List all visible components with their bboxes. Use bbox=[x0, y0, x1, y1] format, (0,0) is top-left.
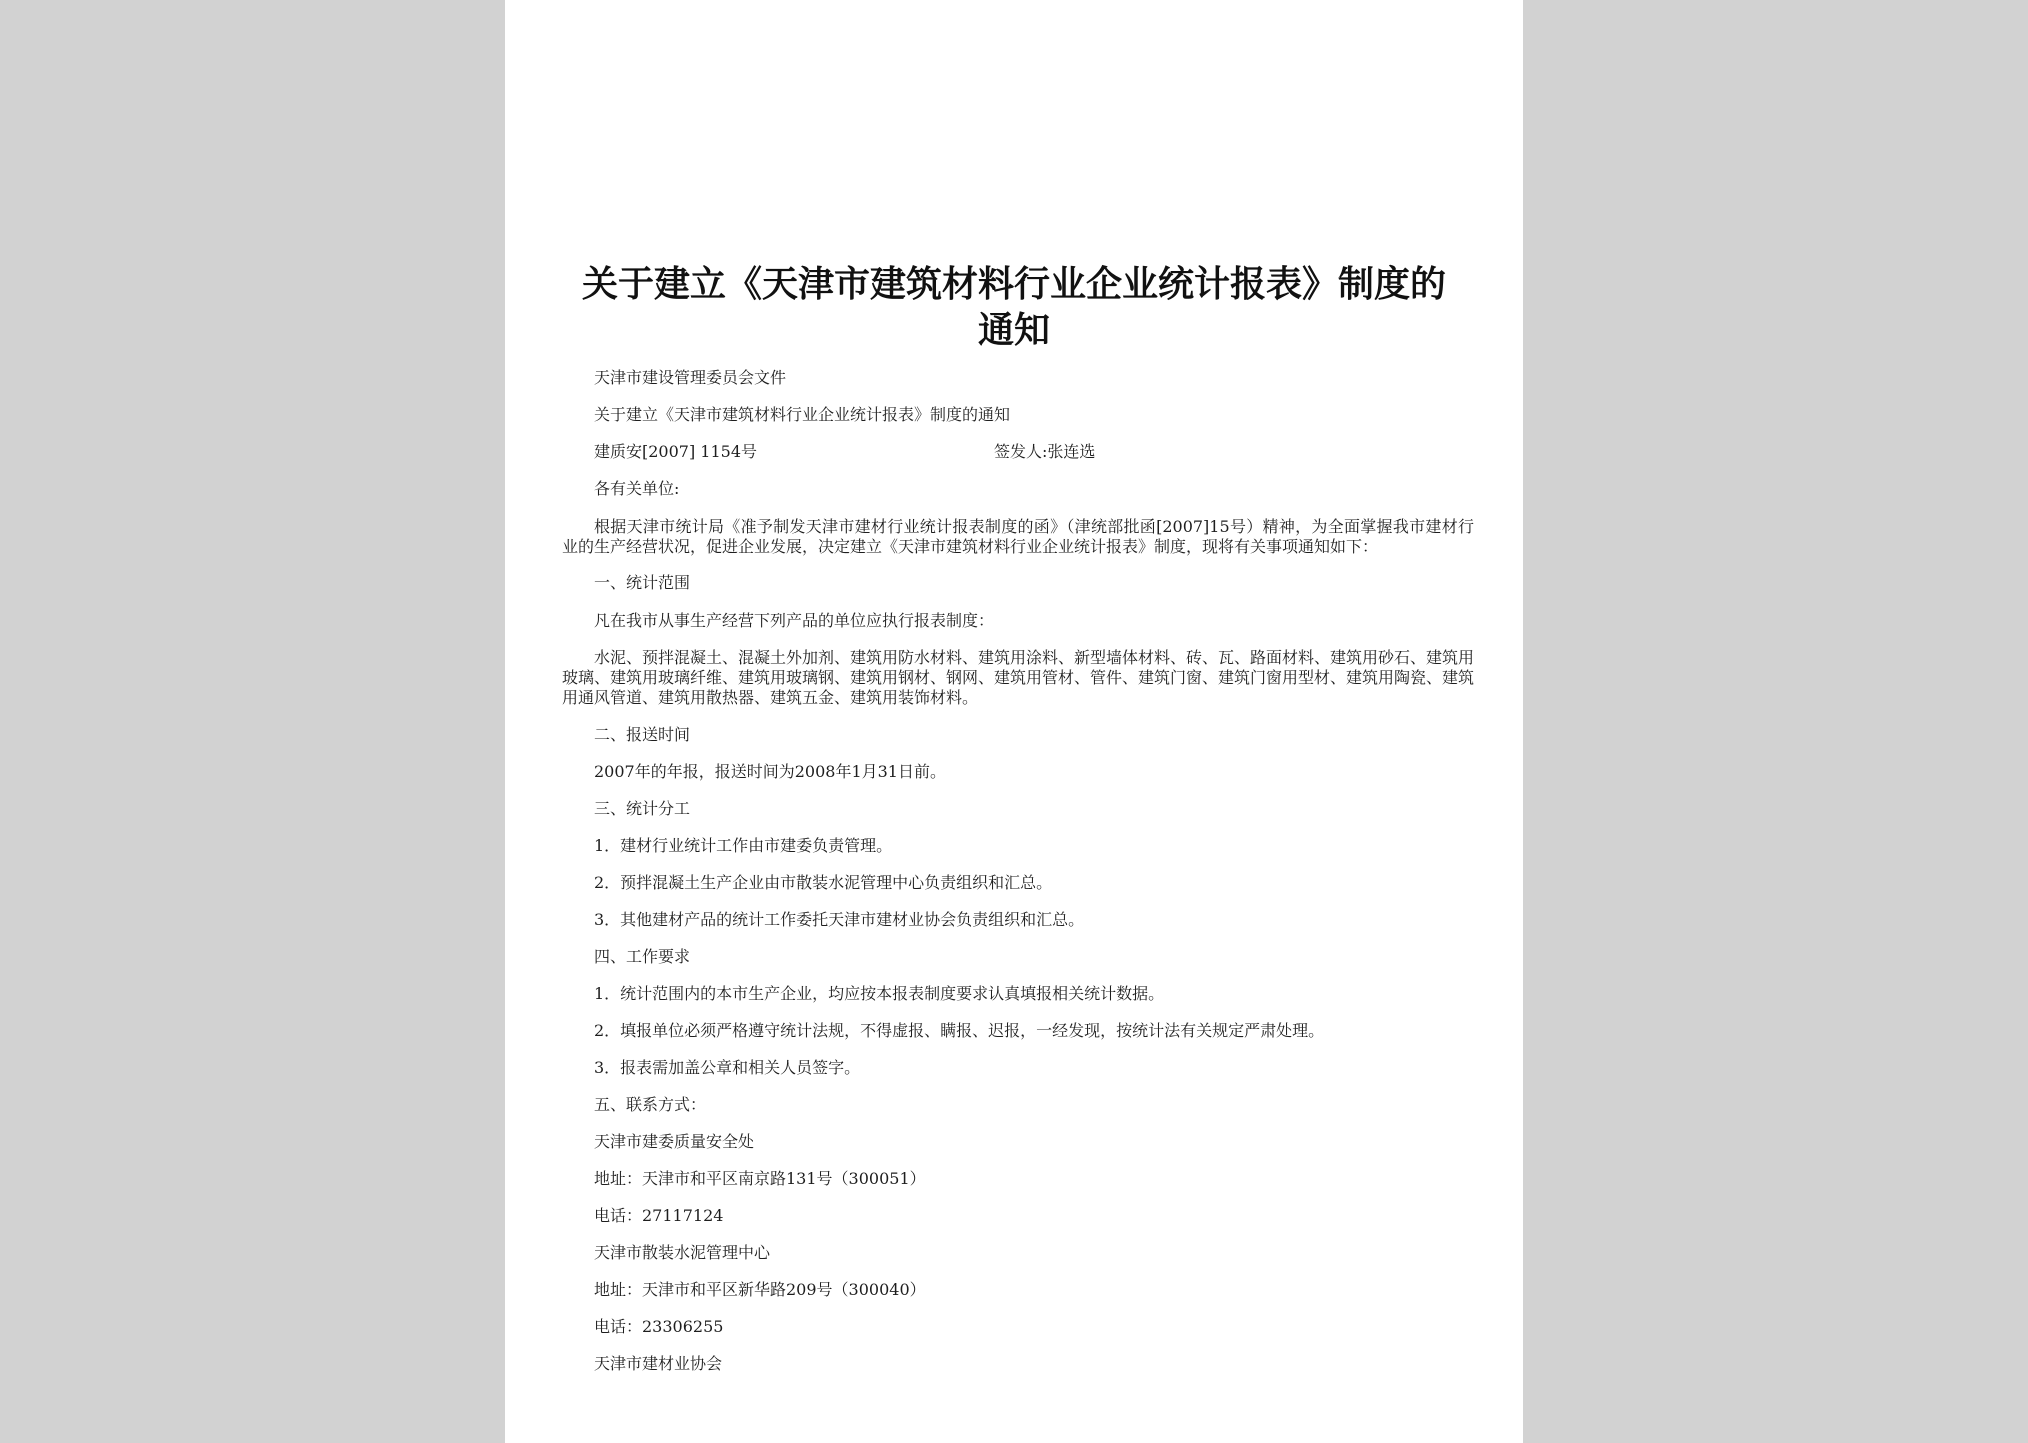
contact-1-phone: 电话：27117124 bbox=[594, 1206, 724, 1225]
section-1-heading: 一、统计范围 bbox=[594, 573, 691, 592]
section-4-item-2: 2．填报单位必须严格遵守统计法规，不得虚报、瞒报、迟报，一经发现，按统计法有关规定严肃处理。 bbox=[594, 1021, 1325, 1040]
section-4-heading: 四、工作要求 bbox=[594, 947, 691, 966]
intro-paragraph: 根据天津市统计局《准予制发天津市建材行业统计报表制度的函》（津统部批函[2007]15号）精神，为全面掌握我市建材行业的生产经营状况，促进企业发展，决定建立《天津市建筑材料行业企业统计报表》制度，现将有关事项通知如下： bbox=[562, 517, 1474, 556]
contact-1-address: 地址：天津市和平区南京路131号（300051） bbox=[594, 1169, 926, 1188]
doc-number-line bbox=[594, 442, 1474, 462]
salutation: 各有关单位: bbox=[594, 479, 680, 498]
section-5-heading: 五、联系方式： bbox=[594, 1095, 707, 1114]
section-2-text: 2007年的年报，报送时间为2008年1月31日前。 bbox=[594, 762, 946, 781]
subject-line: 关于建立《天津市建筑材料行业企业统计报表》制度的通知 bbox=[594, 405, 1011, 424]
issuer-line: 天津市建设管理委员会文件 bbox=[594, 368, 787, 387]
contact-1-name: 天津市建委质量安全处 bbox=[594, 1132, 755, 1151]
section-3-item-3: 3．其他建材产品的统计工作委托天津市建材业协会负责组织和汇总。 bbox=[594, 910, 1085, 929]
section-1-text: 凡在我市从事生产经营下列产品的单位应执行报表制度： bbox=[594, 611, 995, 630]
contact-3-name: 天津市建材业协会 bbox=[594, 1354, 723, 1373]
contact-2-phone: 电话：23306255 bbox=[594, 1317, 724, 1336]
section-3-heading: 三、统计分工 bbox=[594, 799, 691, 818]
contact-2-name: 天津市散装水泥管理中心 bbox=[594, 1243, 771, 1262]
document-title-line1: 关于建立《天津市建筑材料行业企业统计报表》制度的 bbox=[581, 263, 1446, 305]
document-title-line2: 通知 bbox=[977, 309, 1050, 351]
doc-number: 建质安[2007] 1154号 bbox=[594, 442, 758, 461]
section-2-heading: 二、报送时间 bbox=[594, 725, 691, 744]
section-4-item-1: 1．统计范围内的本市生产企业，均应按本报表制度要求认真填报相关统计数据。 bbox=[594, 984, 1165, 1003]
contact-2-address: 地址：天津市和平区新华路209号（300040） bbox=[594, 1280, 926, 1299]
section-4-item-3: 3．报表需加盖公章和相关人员签字。 bbox=[594, 1058, 861, 1077]
section-3-item-2: 2．预拌混凝土生产企业由市散装水泥管理中心负责组织和汇总。 bbox=[594, 873, 1053, 892]
document-page bbox=[505, 0, 1523, 1443]
section-1-products: 水泥、预拌混凝土、混凝土外加剂、建筑用防水材料、建筑用涂料、新型墙体材料、砖、瓦、路面材料、建筑用砂石、建筑用玻璃、建筑用玻璃纤维、建筑用玻璃钢、建筑用钢材、钢网、建筑用管材、管件、建筑门窗、建筑门窗用型材、建筑用陶瓷、建筑用通风管道、建筑用散热器、建筑五金、建筑用装饰材料。 bbox=[562, 648, 1475, 707]
section-3-item-1: 1．建材行业统计工作由市建委负责管理。 bbox=[594, 836, 893, 855]
signer: 签发人:张连选 bbox=[994, 442, 1096, 461]
